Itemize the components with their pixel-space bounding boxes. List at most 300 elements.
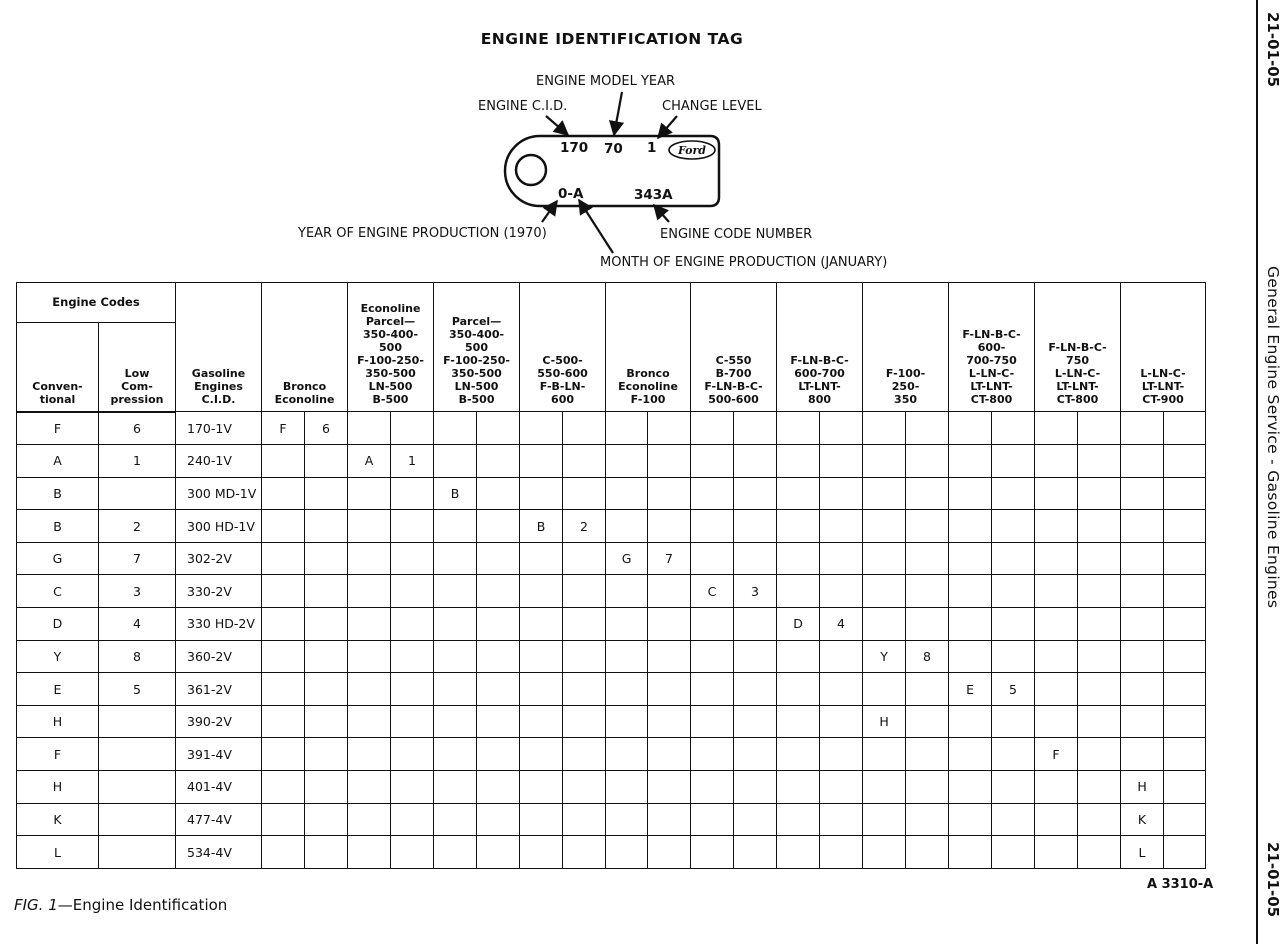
table-row: [17, 803, 1206, 836]
cid-cell: 534-4V: [176, 836, 262, 869]
application-mark-cell: [434, 640, 477, 673]
application-mark-cell: [305, 803, 348, 836]
label-production-month: MONTH OF ENGINE PRODUCTION (JANUARY): [600, 255, 888, 270]
application-mark-cell: [434, 510, 477, 543]
application-mark-cell: [820, 803, 863, 836]
conventional-code-cell: F: [17, 738, 99, 771]
table-row: [17, 608, 1206, 641]
low-compression-header: Low Com- pression: [99, 323, 176, 412]
low-compression-code-cell: 4: [99, 608, 176, 641]
application-mark-cell: [434, 673, 477, 706]
application-mark-cell: [348, 738, 391, 771]
application-mark-cell: [949, 705, 992, 738]
table-row: [17, 477, 1206, 510]
arrow-production-month: [579, 200, 613, 253]
conventional-code-cell: D: [17, 608, 99, 641]
arrow-change-level: [658, 116, 677, 138]
application-mark-cell: [906, 705, 949, 738]
application-mark-cell: [777, 803, 820, 836]
application-mark-cell: [777, 673, 820, 706]
application-mark-cell: [648, 803, 691, 836]
application-mark-cell: [777, 510, 820, 543]
low-compression-code-cell: 7: [99, 542, 176, 575]
table-row: [17, 673, 1206, 706]
application-mark-cell: [606, 673, 648, 706]
application-mark-cell: [563, 836, 606, 869]
application-mark-cell: [563, 412, 606, 445]
application-mark-cell: [477, 738, 520, 771]
application-mark-cell: [648, 575, 691, 608]
application-mark-cell: [520, 836, 563, 869]
application-mark-cell: [906, 771, 949, 804]
application-mark-cell: [863, 836, 906, 869]
app-header-2: Parcel— 350-400- 500 F-100-250- 350-500 LN-500 B-500: [434, 283, 520, 412]
application-mark-cell: [648, 640, 691, 673]
application-mark-cell: [992, 575, 1035, 608]
label-production-year: YEAR OF ENGINE PRODUCTION (1970): [298, 226, 547, 241]
application-mark-cell: L: [1121, 836, 1164, 869]
table-row: [17, 575, 1206, 608]
cid-cell: 401-4V: [176, 771, 262, 804]
application-mark-cell: [734, 640, 777, 673]
application-mark-cell: [305, 445, 348, 478]
conventional-code-cell: Y: [17, 640, 99, 673]
application-mark-cell: [863, 445, 906, 478]
gasoline-cid-header: Gasoline Engines C.I.D.: [176, 283, 262, 412]
low-compression-code-cell: 1: [99, 445, 176, 478]
application-mark-cell: [648, 836, 691, 869]
table-row: [17, 836, 1206, 869]
application-mark-cell: [477, 705, 520, 738]
low-compression-code-cell: [99, 836, 176, 869]
application-mark-cell: [992, 542, 1035, 575]
application-mark-cell: [691, 477, 734, 510]
conventional-code-cell: C: [17, 575, 99, 608]
application-mark-cell: [1078, 738, 1121, 771]
application-mark-cell: [520, 673, 563, 706]
application-mark-cell: [734, 542, 777, 575]
application-mark-cell: D: [777, 608, 820, 641]
application-mark-cell: [777, 836, 820, 869]
application-mark-cell: [434, 705, 477, 738]
application-mark-cell: [1164, 575, 1206, 608]
application-mark-cell: [949, 542, 992, 575]
application-mark-cell: 1: [391, 445, 434, 478]
application-mark-cell: 6: [305, 412, 348, 445]
application-mark-cell: [1078, 640, 1121, 673]
application-mark-cell: 3: [734, 575, 777, 608]
application-mark-cell: [1035, 445, 1078, 478]
table-header: [17, 283, 1206, 412]
engine-codes-group-header: Engine Codes: [17, 283, 176, 323]
application-mark-cell: [520, 542, 563, 575]
application-mark-cell: [1121, 542, 1164, 575]
application-mark-cell: [648, 738, 691, 771]
application-mark-cell: [863, 542, 906, 575]
low-compression-code-cell: 8: [99, 640, 176, 673]
application-mark-cell: [434, 412, 477, 445]
application-mark-cell: [563, 608, 606, 641]
application-mark-cell: [949, 575, 992, 608]
cid-cell: 170-1V: [176, 412, 262, 445]
application-mark-cell: [1078, 575, 1121, 608]
application-mark-cell: [1035, 542, 1078, 575]
application-mark-cell: [348, 510, 391, 543]
application-mark-cell: [820, 445, 863, 478]
application-mark-cell: [949, 738, 992, 771]
application-mark-cell: [691, 803, 734, 836]
conventional-code-cell: H: [17, 771, 99, 804]
application-mark-cell: [992, 836, 1035, 869]
application-mark-cell: [1121, 640, 1164, 673]
application-mark-cell: [1078, 705, 1121, 738]
application-mark-cell: [777, 445, 820, 478]
application-mark-cell: [820, 738, 863, 771]
application-mark-cell: [1164, 836, 1206, 869]
application-mark-cell: [477, 640, 520, 673]
app-header-5: C-550 B-700 F-LN-B-C- 500-600: [691, 283, 777, 412]
application-mark-cell: [262, 673, 305, 706]
diagram-title: ENGINE IDENTIFICATION TAG: [480, 30, 744, 48]
application-mark-cell: [1078, 510, 1121, 543]
application-mark-cell: [691, 738, 734, 771]
application-mark-cell: [391, 673, 434, 706]
application-mark-cell: [477, 836, 520, 869]
application-mark-cell: [520, 412, 563, 445]
application-mark-cell: [391, 608, 434, 641]
conventional-header: Conven- tional: [17, 323, 99, 412]
application-mark-cell: [777, 771, 820, 804]
app-header-1: Econoline Parcel— 350-400- 500 F-100-250- 350-500 LN-500 B-500: [348, 283, 434, 412]
application-mark-cell: [863, 412, 906, 445]
table-row: [17, 445, 1206, 478]
label-change-level: CHANGE LEVEL: [662, 99, 762, 114]
cid-cell: 240-1V: [176, 445, 262, 478]
application-mark-cell: [820, 640, 863, 673]
application-mark-cell: [305, 771, 348, 804]
application-mark-cell: [391, 412, 434, 445]
application-mark-cell: [777, 477, 820, 510]
application-mark-cell: F: [262, 412, 305, 445]
cid-cell: 300 MD-1V: [176, 477, 262, 510]
application-mark-cell: [863, 510, 906, 543]
application-mark-cell: [734, 738, 777, 771]
application-mark-cell: [477, 477, 520, 510]
application-mark-cell: [520, 803, 563, 836]
application-mark-cell: [563, 575, 606, 608]
application-mark-cell: [648, 608, 691, 641]
application-mark-cell: [906, 445, 949, 478]
conventional-code-cell: F: [17, 412, 99, 445]
cid-cell: 390-2V: [176, 705, 262, 738]
application-mark-cell: [992, 477, 1035, 510]
application-mark-cell: [992, 608, 1035, 641]
application-mark-cell: [477, 445, 520, 478]
application-mark-cell: [348, 608, 391, 641]
label-cid: ENGINE C.I.D.: [478, 99, 568, 114]
application-mark-cell: [1035, 640, 1078, 673]
application-mark-cell: 4: [820, 608, 863, 641]
arrow-model-year: [614, 92, 622, 135]
app-header-4: Bronco Econoline F-100: [606, 283, 691, 412]
application-mark-cell: [949, 608, 992, 641]
application-mark-cell: F: [1035, 738, 1078, 771]
application-mark-cell: [906, 803, 949, 836]
application-mark-cell: [305, 477, 348, 510]
cid-cell: 361-2V: [176, 673, 262, 706]
application-mark-cell: [477, 575, 520, 608]
application-mark-cell: [648, 412, 691, 445]
application-mark-cell: [691, 608, 734, 641]
application-mark-cell: [906, 738, 949, 771]
application-mark-cell: [391, 575, 434, 608]
application-mark-cell: [1164, 542, 1206, 575]
application-mark-cell: [305, 738, 348, 771]
application-mark-cell: [691, 510, 734, 543]
application-mark-cell: [906, 608, 949, 641]
ford-logo-text: Ford: [677, 144, 707, 157]
application-mark-cell: [434, 803, 477, 836]
application-mark-cell: [1035, 803, 1078, 836]
application-mark-cell: [1078, 673, 1121, 706]
application-mark-cell: [520, 445, 563, 478]
low-compression-code-cell: 6: [99, 412, 176, 445]
application-mark-cell: [434, 445, 477, 478]
application-mark-cell: [691, 771, 734, 804]
application-mark-cell: [477, 608, 520, 641]
application-mark-cell: [305, 510, 348, 543]
conventional-code-cell: B: [17, 477, 99, 510]
application-mark-cell: [820, 412, 863, 445]
application-mark-cell: C: [691, 575, 734, 608]
cid-cell: 302-2V: [176, 542, 262, 575]
application-mark-cell: [348, 575, 391, 608]
application-mark-cell: [863, 771, 906, 804]
label-model-year: ENGINE MODEL YEAR: [536, 74, 676, 89]
application-mark-cell: [949, 412, 992, 445]
application-mark-cell: [606, 445, 648, 478]
application-mark-cell: [391, 771, 434, 804]
application-mark-cell: [1164, 640, 1206, 673]
application-mark-cell: [777, 705, 820, 738]
table-row: [17, 771, 1206, 804]
conventional-code-cell: G: [17, 542, 99, 575]
application-mark-cell: [992, 510, 1035, 543]
application-mark-cell: [992, 412, 1035, 445]
figure-caption-text: —Engine Identification: [57, 896, 228, 914]
application-mark-cell: [477, 412, 520, 445]
application-mark-cell: [691, 705, 734, 738]
application-mark-cell: [606, 510, 648, 543]
application-mark-cell: [305, 673, 348, 706]
application-mark-cell: [563, 738, 606, 771]
engine-codes-table: [16, 282, 1206, 869]
application-mark-cell: [1121, 445, 1164, 478]
app-header-0: Bronco Econoline: [262, 283, 348, 412]
application-mark-cell: [691, 640, 734, 673]
low-compression-code-cell: [99, 738, 176, 771]
application-mark-cell: [1121, 412, 1164, 445]
section-number-top: 21-01-05: [1264, 12, 1282, 88]
application-mark-cell: [1121, 477, 1164, 510]
low-compression-code-cell: [99, 477, 176, 510]
application-mark-cell: [606, 836, 648, 869]
table-row: [17, 542, 1206, 575]
application-mark-cell: [734, 477, 777, 510]
tag-model-year-value: 70: [604, 141, 623, 157]
table-row: [17, 510, 1206, 543]
application-mark-cell: [305, 705, 348, 738]
application-mark-cell: [1035, 477, 1078, 510]
application-mark-cell: [348, 542, 391, 575]
application-mark-cell: [734, 608, 777, 641]
section-title: General Engine Service - Gasoline Engines: [1264, 266, 1282, 609]
application-mark-cell: [992, 705, 1035, 738]
application-mark-cell: [477, 542, 520, 575]
application-mark-cell: 2: [563, 510, 606, 543]
application-mark-cell: [262, 542, 305, 575]
application-mark-cell: [563, 542, 606, 575]
application-mark-cell: [391, 836, 434, 869]
app-header-7: F-100- 250- 350: [863, 283, 949, 412]
application-mark-cell: [348, 771, 391, 804]
application-mark-cell: 8: [906, 640, 949, 673]
cid-cell: 330-2V: [176, 575, 262, 608]
application-mark-cell: [262, 771, 305, 804]
application-mark-cell: [262, 738, 305, 771]
application-mark-cell: [520, 608, 563, 641]
application-mark-cell: [348, 477, 391, 510]
application-mark-cell: [348, 640, 391, 673]
cid-cell: 391-4V: [176, 738, 262, 771]
application-mark-cell: [1121, 673, 1164, 706]
application-mark-cell: [348, 412, 391, 445]
figure-number: FIG. 1: [14, 896, 58, 914]
tag-cid-value: 170: [560, 140, 589, 156]
cid-cell: 360-2V: [176, 640, 262, 673]
table-body: [17, 412, 1206, 869]
application-mark-cell: [734, 412, 777, 445]
application-mark-cell: [563, 705, 606, 738]
application-mark-cell: [477, 673, 520, 706]
application-mark-cell: [906, 542, 949, 575]
application-mark-cell: [1078, 542, 1121, 575]
low-compression-code-cell: [99, 771, 176, 804]
app-header-10: L-LN-C- LT-LNT- CT-900: [1121, 283, 1206, 412]
application-mark-cell: [777, 575, 820, 608]
application-mark-cell: [820, 510, 863, 543]
application-mark-cell: [777, 412, 820, 445]
application-mark-cell: [1035, 705, 1078, 738]
application-mark-cell: [348, 803, 391, 836]
application-mark-cell: [906, 575, 949, 608]
application-mark-cell: [391, 738, 434, 771]
application-mark-cell: [1164, 738, 1206, 771]
label-code-number: ENGINE CODE NUMBER: [660, 227, 813, 242]
application-mark-cell: [434, 738, 477, 771]
application-mark-cell: B: [520, 510, 563, 543]
application-mark-cell: A: [348, 445, 391, 478]
application-mark-cell: [434, 771, 477, 804]
application-mark-cell: [777, 542, 820, 575]
application-mark-cell: [820, 542, 863, 575]
application-mark-cell: [520, 771, 563, 804]
application-mark-cell: [1164, 771, 1206, 804]
application-mark-cell: [477, 510, 520, 543]
application-mark-cell: [1035, 575, 1078, 608]
application-mark-cell: G: [606, 542, 648, 575]
table-row: [17, 412, 1206, 445]
application-mark-cell: [563, 673, 606, 706]
application-mark-cell: [691, 412, 734, 445]
application-mark-cell: [434, 836, 477, 869]
application-mark-cell: [391, 510, 434, 543]
application-mark-cell: [262, 608, 305, 641]
application-mark-cell: [348, 836, 391, 869]
application-mark-cell: [305, 575, 348, 608]
tag-hole: [516, 155, 546, 185]
conventional-code-cell: L: [17, 836, 99, 869]
application-mark-cell: [1078, 836, 1121, 869]
application-mark-cell: [1121, 705, 1164, 738]
application-mark-cell: [820, 771, 863, 804]
application-mark-cell: K: [1121, 803, 1164, 836]
application-mark-cell: [262, 575, 305, 608]
application-mark-cell: [563, 640, 606, 673]
application-mark-cell: [262, 705, 305, 738]
section-number-bottom: 21-01-05: [1264, 842, 1282, 918]
arrow-production-year: [542, 201, 557, 222]
application-mark-cell: [949, 477, 992, 510]
application-mark-cell: [863, 803, 906, 836]
application-mark-cell: [648, 477, 691, 510]
application-mark-cell: Y: [863, 640, 906, 673]
application-mark-cell: [648, 510, 691, 543]
application-mark-cell: [1164, 445, 1206, 478]
application-mark-cell: [1078, 803, 1121, 836]
conventional-code-cell: E: [17, 673, 99, 706]
application-mark-cell: [1035, 608, 1078, 641]
application-mark-cell: [863, 608, 906, 641]
application-mark-cell: [820, 575, 863, 608]
low-compression-code-cell: 3: [99, 575, 176, 608]
application-mark-cell: [1035, 673, 1078, 706]
tag-production-value: 0-A: [558, 186, 584, 202]
application-mark-cell: [520, 640, 563, 673]
application-mark-cell: [1164, 510, 1206, 543]
application-mark-cell: [992, 445, 1035, 478]
arrow-cid: [546, 116, 568, 135]
application-mark-cell: [606, 640, 648, 673]
figure-caption: [14, 896, 227, 914]
application-mark-cell: [262, 445, 305, 478]
application-mark-cell: [348, 705, 391, 738]
application-mark-cell: [606, 477, 648, 510]
application-mark-cell: [906, 477, 949, 510]
application-mark-cell: [734, 510, 777, 543]
conventional-code-cell: A: [17, 445, 99, 478]
application-mark-cell: [391, 803, 434, 836]
application-mark-cell: [563, 445, 606, 478]
engine-tag-diagram: [0, 0, 1280, 280]
arrow-code-number: [654, 205, 669, 222]
application-mark-cell: [606, 608, 648, 641]
application-mark-cell: [992, 771, 1035, 804]
application-mark-cell: [434, 608, 477, 641]
tag-change-level-value: 1: [647, 140, 657, 156]
application-mark-cell: [863, 673, 906, 706]
application-mark-cell: [949, 640, 992, 673]
